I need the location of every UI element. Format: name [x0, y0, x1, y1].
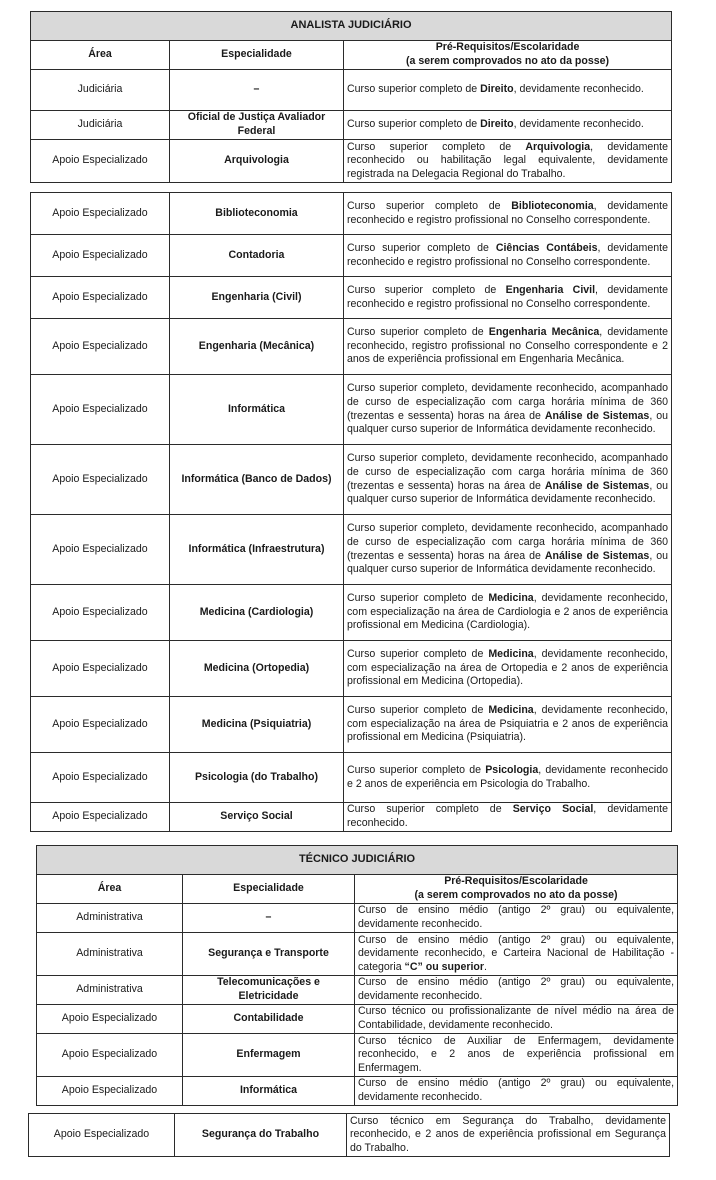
req-emphasis: Psicologia	[485, 763, 539, 776]
cell-especialidade: Telecomunicações e Eletricidade	[183, 976, 355, 1005]
cell-area: Judiciária	[31, 70, 170, 111]
table-row	[31, 697, 672, 753]
req-emphasis: Arquivologia	[525, 140, 591, 153]
cell-area: Judiciária	[31, 111, 170, 140]
cell-requisitos	[344, 70, 672, 111]
cell-area: Apoio Especializado	[29, 1114, 175, 1157]
cell-especialidade: Biblioteconomia	[170, 193, 344, 235]
table-row	[31, 319, 672, 375]
cell-especialidade: Contabilidade	[183, 1005, 355, 1034]
table-row	[29, 1114, 670, 1157]
table-row	[37, 1005, 678, 1034]
cell-especialidade: Segurança e Transporte	[183, 933, 355, 976]
req-text: Curso superior completo de	[347, 83, 481, 96]
cell-area: Apoio Especializado	[31, 375, 170, 445]
req-text: Curso superior completo de	[347, 592, 489, 605]
cell-area: Administrativa	[37, 976, 183, 1005]
cell-especialidade: –	[170, 70, 344, 111]
req-emphasis: Biblioteconomia	[511, 199, 594, 212]
table-row	[31, 70, 672, 111]
req-text: Curso técnico em Segurança do Trabalho, devidamente reconhecido, e 2 anos de experiência profissional em Segurança do Trabalho.	[350, 1114, 666, 1154]
req-emphasis: Medicina	[488, 648, 534, 661]
table-row	[37, 1077, 678, 1106]
req-text: , devidamente reconhecido, registro profissional no Conselho correspondente e 2 anos de experiência profissional em Engenharia Mecânica.	[347, 326, 668, 366]
table-row	[31, 445, 672, 515]
req-text: , devidamente reconhecido e registro profissional no Conselho correspondente.	[347, 199, 668, 226]
req-text: , ou qualquer curso superior de Informática devidamente reconhecido.	[347, 549, 668, 576]
req-text: Curso superior completo de	[347, 763, 486, 776]
cell-requisitos	[344, 319, 672, 375]
req-text: , devidamente reconhecido e 2 anos de experiência em Psicologia do Trabalho.	[347, 763, 668, 790]
req-text: , devidamente reconhecido, com especialização na área de Ortopedia e 2 anos de experiência profissional em Medicina (Ortopedia).	[347, 648, 668, 688]
req-emphasis: Análise de Sistemas	[544, 479, 650, 492]
cell-requisitos	[355, 904, 678, 933]
req-text: , devidamente reconhecido.	[347, 803, 668, 829]
analista-table-part2	[30, 192, 672, 832]
cell-requisitos	[344, 277, 672, 319]
table-row	[31, 111, 672, 140]
cell-requisitos	[344, 193, 672, 235]
cell-especialidade: Engenharia (Civil)	[170, 277, 344, 319]
req-text: , devidamente reconhecido.	[513, 83, 644, 96]
req-text: , ou qualquer curso superior de Informática devidamente reconhecido.	[347, 409, 668, 436]
table-row	[31, 585, 672, 641]
req-text: , devidamente reconhecido e registro profissional no Conselho correspondente.	[347, 241, 668, 268]
cell-especialidade: Informática	[170, 375, 344, 445]
header-area: Área	[31, 41, 170, 70]
table-row	[31, 375, 672, 445]
req-text: Curso superior completo de	[347, 803, 513, 816]
req-text: Curso superior completo de	[347, 241, 496, 254]
cell-area: Apoio Especializado	[31, 515, 170, 585]
table-row	[31, 193, 672, 235]
table-row	[31, 140, 672, 183]
cell-area: Administrativa	[37, 904, 183, 933]
req-emphasis: Engenharia Civil	[505, 283, 596, 296]
cell-requisitos	[344, 753, 672, 803]
cell-especialidade: Enfermagem	[183, 1034, 355, 1077]
cell-requisitos	[355, 1077, 678, 1106]
cell-requisitos	[344, 697, 672, 753]
header-req-line1: Pré-Requisitos/Escolaridade	[435, 41, 580, 54]
cell-requisitos	[355, 1034, 678, 1077]
cell-area: Apoio Especializado	[31, 193, 170, 235]
cell-area: Apoio Especializado	[31, 140, 170, 183]
req-text: Curso superior completo, devidamente reconhecido, acompanhado de curso de especialização com carga horária mínima de 360 (trezentas e sessenta) horas na área de	[347, 522, 668, 562]
req-text: Curso técnico de Auxiliar de Enfermagem, devidamente reconhecido, e 2 anos de experiência profissional em Enfermagem.	[358, 1034, 675, 1074]
cell-requisitos	[344, 641, 672, 697]
cell-especialidade: Segurança do Trabalho	[175, 1114, 347, 1157]
header-requisitos	[344, 41, 672, 70]
req-emphasis: Ciências Contábeis	[495, 241, 598, 254]
req-emphasis: Medicina	[488, 592, 534, 605]
req-text: .	[484, 960, 487, 973]
req-text: Curso técnico ou profissionalizante de nível médio na área de Contabilidade, devidamente reconhecido.	[358, 1005, 675, 1031]
analista-table-part1	[30, 11, 672, 183]
cell-area: Apoio Especializado	[37, 1077, 183, 1106]
header-especialidade: Especialidade	[170, 41, 344, 70]
cell-requisitos	[344, 375, 672, 445]
header-area: Área	[37, 875, 183, 904]
cell-area: Apoio Especializado	[31, 235, 170, 277]
cell-especialidade: Oficial de Justiça Avaliador Federal	[170, 111, 344, 140]
cell-area: Apoio Especializado	[37, 1005, 183, 1034]
cell-especialidade: Informática (Banco de Dados)	[170, 445, 344, 515]
req-emphasis: Direito	[480, 83, 514, 96]
cell-area: Apoio Especializado	[31, 319, 170, 375]
cell-especialidade: Informática	[183, 1077, 355, 1106]
table-row	[37, 976, 678, 1005]
cell-area: Apoio Especializado	[31, 585, 170, 641]
cell-requisitos	[344, 140, 672, 183]
req-text: , ou qualquer curso superior de Informática devidamente reconhecido.	[347, 479, 668, 506]
table-row	[37, 933, 678, 976]
cell-requisitos	[344, 803, 672, 832]
req-text: Curso de ensino médio (antigo 2º grau) ou equivalente, devidamente reconhecido.	[358, 904, 675, 930]
req-text: , devidamente reconhecido.	[513, 118, 644, 131]
header-requisitos	[355, 875, 678, 904]
cell-area: Apoio Especializado	[31, 753, 170, 803]
cell-especialidade: Contadoria	[170, 235, 344, 277]
req-text: Curso superior completo de	[347, 283, 506, 296]
cell-especialidade: Psicologia (do Trabalho)	[170, 753, 344, 803]
cell-area: Apoio Especializado	[31, 445, 170, 515]
cell-especialidade: Serviço Social	[170, 803, 344, 832]
cell-requisitos	[347, 1114, 670, 1157]
cell-requisitos	[344, 111, 672, 140]
req-emphasis: Engenharia Mecânica	[488, 326, 600, 339]
table-row	[31, 235, 672, 277]
tecnico-title: TÉCNICO JUDICIÁRIO	[37, 846, 678, 875]
header-req-line2: (a serem comprovados no ato da posse)	[414, 889, 618, 901]
req-text: , devidamente reconhecido e registro profissional no Conselho correspondente.	[347, 283, 668, 310]
analista-title: ANALISTA JUDICIÁRIO	[31, 12, 672, 41]
req-text: , devidamente reconhecido ou habilitação legal equivalente, devidamente registrada na Delegacia Regional do Trabalho.	[347, 140, 669, 180]
req-emphasis: Serviço Social	[512, 803, 594, 816]
req-text: Curso de ensino médio (antigo 2º grau) ou equivalente, devidamente reconhecido.	[358, 1077, 675, 1103]
cell-area: Administrativa	[37, 933, 183, 976]
req-text: Curso superior completo de	[347, 140, 526, 153]
cell-requisitos	[344, 445, 672, 515]
req-emphasis: “C” ou superior	[404, 960, 484, 973]
cell-especialidade: Medicina (Cardiologia)	[170, 585, 344, 641]
req-text: Curso superior completo de	[347, 648, 489, 661]
req-text: Curso superior completo de	[347, 199, 512, 212]
cell-especialidade: Medicina (Psiquiatria)	[170, 697, 344, 753]
cell-area: Apoio Especializado	[31, 803, 170, 832]
cell-area: Apoio Especializado	[31, 277, 170, 319]
cell-requisitos	[344, 585, 672, 641]
req-text: Curso superior completo, devidamente reconhecido, acompanhado de curso de especialização com carga horária mínima de 360 (trezentas e sessenta) horas na área de	[347, 452, 668, 492]
req-text: Curso superior completo de	[347, 118, 481, 131]
cell-area: Apoio Especializado	[31, 697, 170, 753]
tecnico-table-part2	[28, 1113, 670, 1157]
table-row	[31, 641, 672, 697]
req-emphasis: Análise de Sistemas	[544, 549, 650, 562]
req-text: Curso de ensino médio (antigo 2º grau) ou equivalente, devidamente reconhecido, e Carteira Nacional de Habilitação - categoria	[358, 933, 675, 973]
req-text: Curso superior completo de	[347, 326, 489, 339]
cell-especialidade: Informática (Infraestrutura)	[170, 515, 344, 585]
req-text: , devidamente reconhecido, com especialização na área de Psiquiatria e 2 anos de experiência profissional em Medicina (Psiquiatria).	[347, 704, 668, 744]
req-emphasis: Direito	[480, 118, 514, 131]
cell-requisitos	[344, 515, 672, 585]
table-row	[31, 803, 672, 832]
table-row	[37, 904, 678, 933]
cell-especialidade: Engenharia (Mecânica)	[170, 319, 344, 375]
req-text: , devidamente reconhecido, com especialização na área de Cardiologia e 2 anos de experiência profissional em Medicina (Cardiologia).	[347, 592, 668, 632]
req-emphasis: Análise de Sistemas	[544, 409, 650, 422]
cell-area: Apoio Especializado	[37, 1034, 183, 1077]
tecnico-table-part1	[36, 845, 678, 1106]
header-especialidade: Especialidade	[183, 875, 355, 904]
cell-especialidade: Medicina (Ortopedia)	[170, 641, 344, 697]
req-text: Curso de ensino médio (antigo 2º grau) ou equivalente, devidamente reconhecido.	[358, 976, 675, 1002]
cell-requisitos	[355, 976, 678, 1005]
req-emphasis: Medicina	[488, 704, 534, 717]
header-req-line2: (a serem comprovados no ato da posse)	[405, 55, 610, 67]
req-text: Curso superior completo de	[347, 704, 489, 717]
req-text: Curso superior completo, devidamente reconhecido, acompanhado de curso de especialização com carga horária mínima de 360 (trezentas e sessenta) horas na área de	[347, 382, 668, 422]
table-row	[37, 1034, 678, 1077]
cell-requisitos	[344, 235, 672, 277]
table-row	[31, 753, 672, 803]
cell-requisitos	[355, 1005, 678, 1034]
cell-especialidade: Arquivologia	[170, 140, 344, 183]
table-row	[31, 515, 672, 585]
table-row	[31, 277, 672, 319]
header-req-line1: Pré-Requisitos/Escolaridade	[444, 875, 588, 888]
cell-requisitos	[355, 933, 678, 976]
cell-especialidade: –	[183, 904, 355, 933]
cell-area: Apoio Especializado	[31, 641, 170, 697]
